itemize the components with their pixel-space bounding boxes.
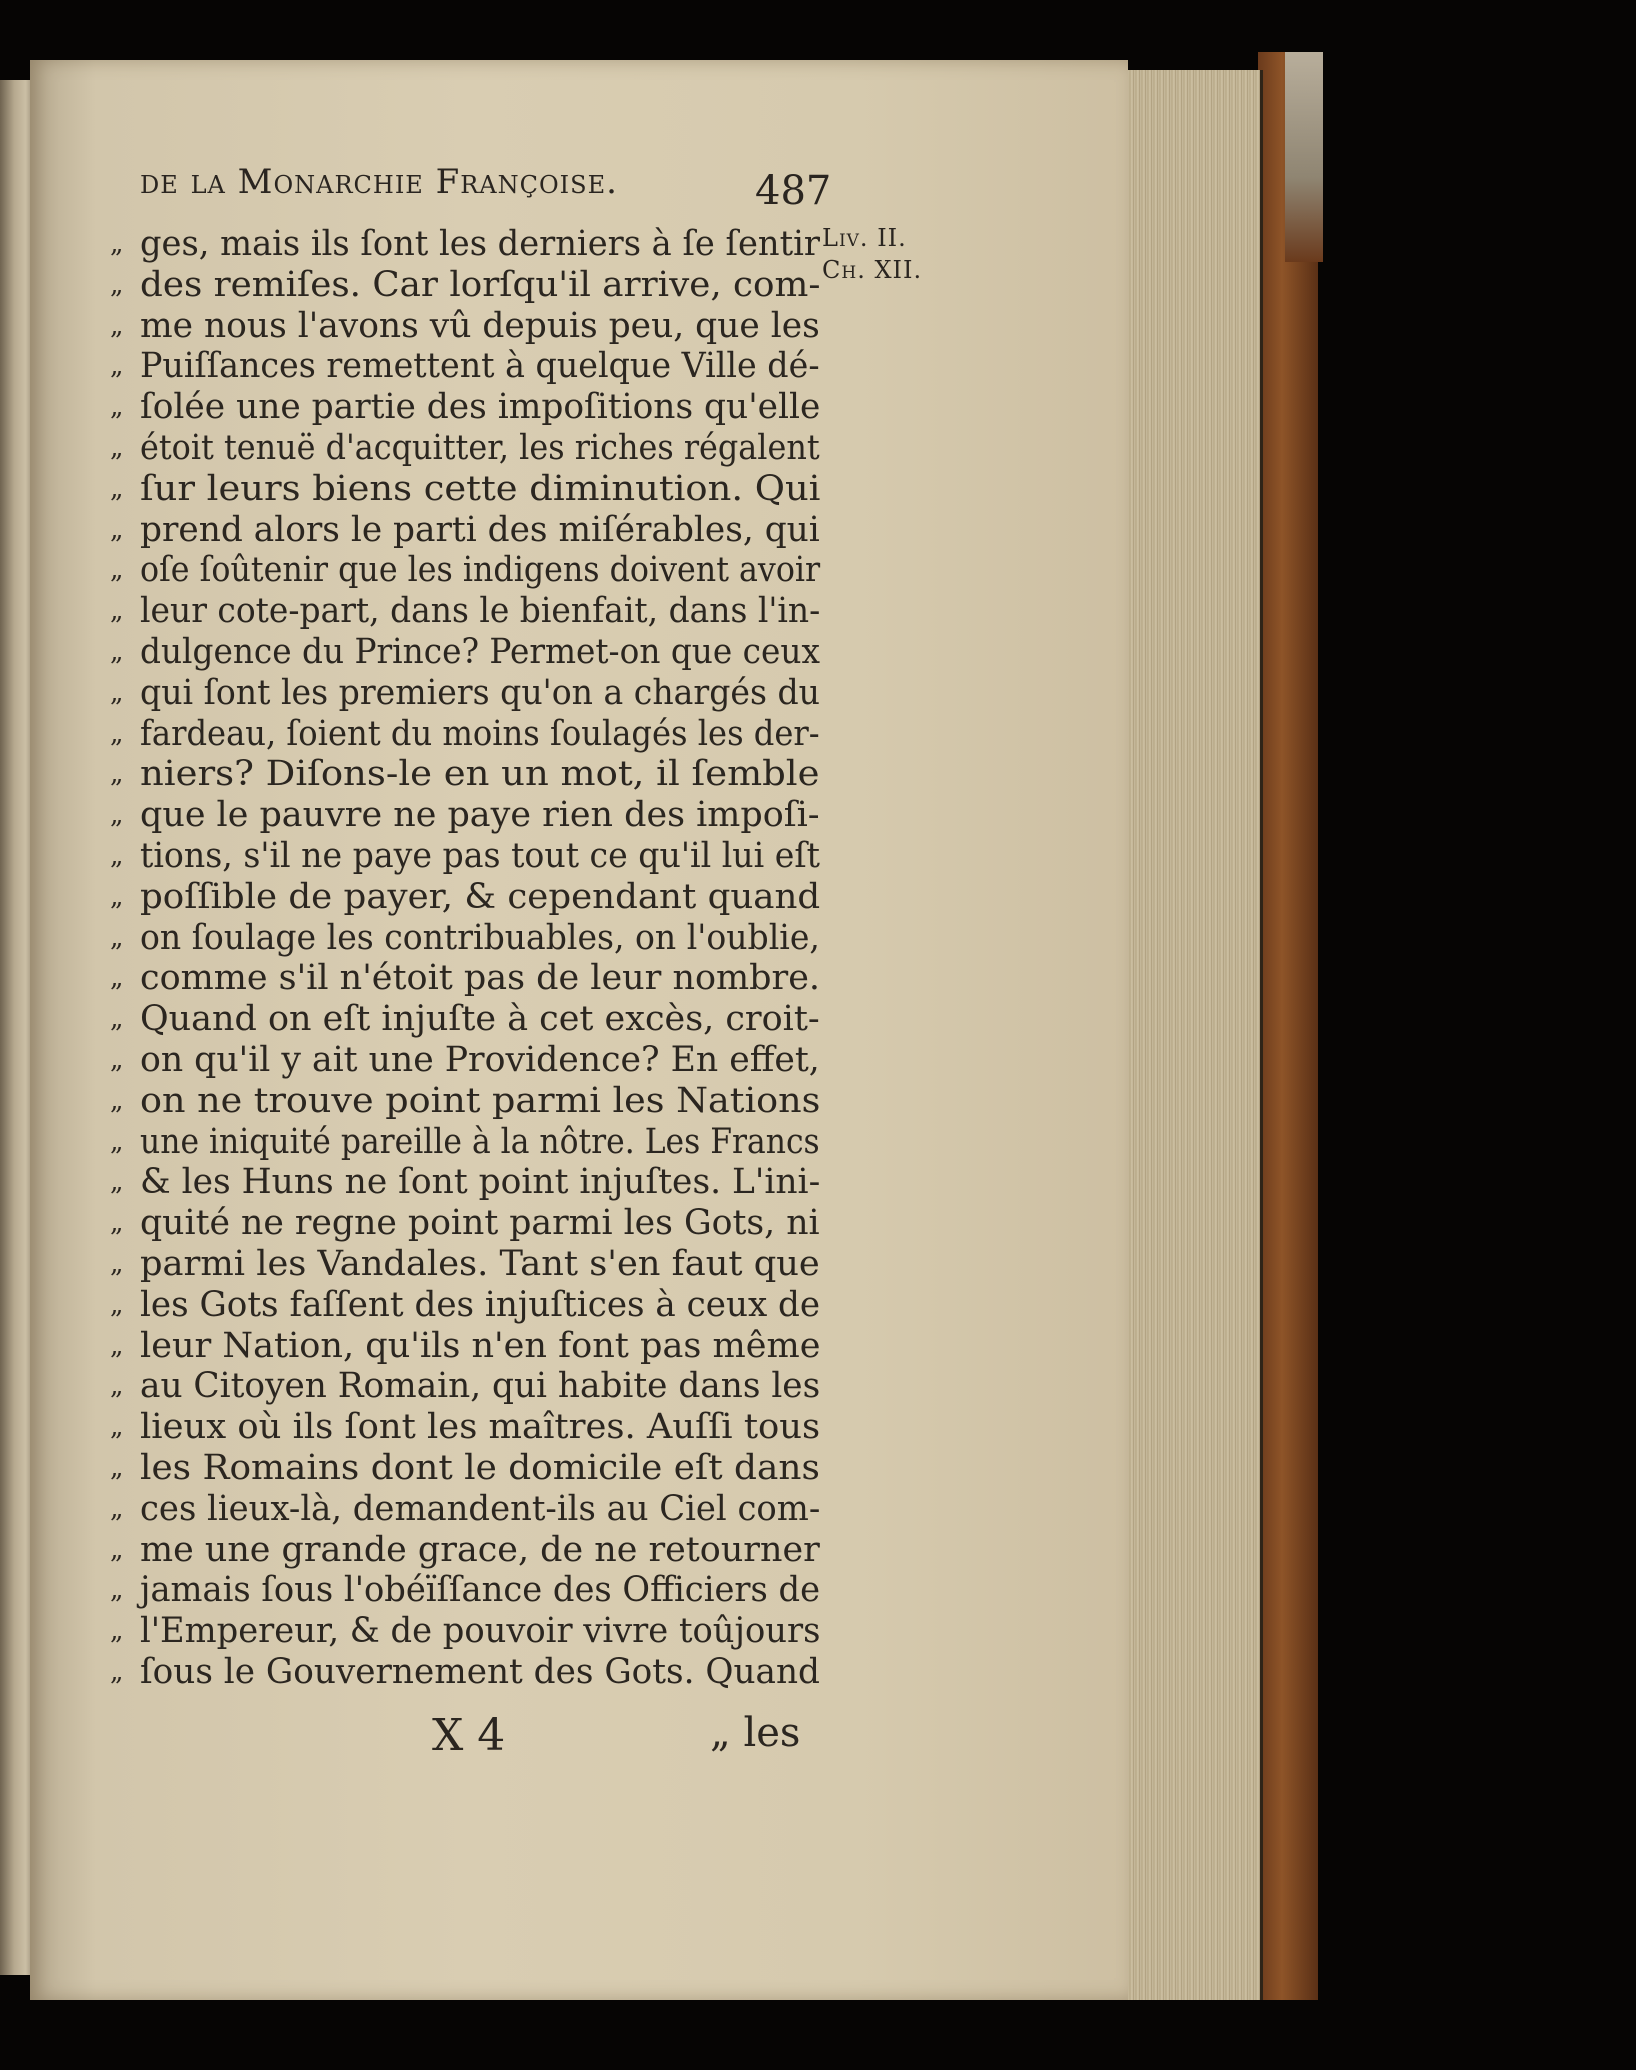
quote-mark: „ [110, 1290, 124, 1320]
text-line: quité ne regne point parmi les Gots, ni [140, 1203, 820, 1243]
quote-mark: „ [110, 270, 124, 300]
text-line: lieux où ils ſont les maîtres. Auſſi tous [140, 1407, 821, 1447]
text-line: parmi les Vandales. Tant s'en faut que [140, 1244, 820, 1284]
quote-mark: „ [110, 1167, 124, 1197]
cover-worn-corner [1285, 52, 1323, 262]
quote-mark: „ [110, 841, 124, 871]
quote-mark: „ [110, 1045, 124, 1075]
quote-mark: „ [110, 800, 124, 830]
text-line: ſolée une partie des impoſitions qu'elle [140, 387, 821, 427]
text-line: au Citoyen Romain, qui habite dans les [140, 1366, 821, 1406]
quote-mark: „ [110, 1249, 124, 1279]
text-line: me une grande grace, de ne retourner [140, 1530, 820, 1570]
text-line: l'Empereur, & de pouvoir vivre toûjours [140, 1611, 821, 1651]
quote-mark: „ [110, 351, 124, 381]
text-line: les Romains dont le domicile eſt dans [140, 1448, 820, 1488]
text-line: que le pauvre ne paye rien des impoſi- [140, 795, 820, 835]
quote-mark: „ [110, 1004, 124, 1034]
quote-mark: „ [110, 474, 124, 504]
text-line: ges, mais ils ſont les derniers à ſe ſentir [140, 224, 820, 264]
quote-mark: „ [110, 1575, 124, 1605]
text-line: Puiſſances remettent à quelque Ville dé- [140, 346, 820, 386]
quote-mark: „ [110, 515, 124, 545]
quote-mark: „ [110, 963, 124, 993]
text-line: dulgence du Prince? Permet-on que ceux [140, 632, 820, 672]
quote-mark: „ [110, 1086, 124, 1116]
text-line: poſſible de payer, & cependant quand [140, 877, 821, 917]
quote-mark: „ [110, 596, 124, 626]
quote-mark: „ [110, 1535, 124, 1565]
quote-mark: „ [110, 1616, 124, 1646]
text-line: & les Huns ne ſont point injuſtes. L'ini- [140, 1162, 821, 1202]
quote-mark: „ [110, 719, 124, 749]
quote-mark: „ [110, 229, 124, 259]
text-line: me nous l'avons vû depuis peu, que les [140, 306, 820, 346]
quote-mark: „ [110, 311, 124, 341]
text-line: on qu'il y ait une Providence? En effet, [140, 1040, 820, 1080]
text-line: jamais ſous l'obéïſſance des Officiers de [140, 1570, 821, 1610]
quote-mark: „ [110, 1494, 124, 1524]
page-block-edges [1110, 70, 1263, 2000]
left-page-edge [0, 80, 34, 1975]
quote-mark: „ [110, 1453, 124, 1483]
text-line: étoit tenuë d'acquitter, les riches régalent [140, 428, 820, 468]
quote-mark: „ [110, 882, 124, 912]
quote-mark: „ [110, 392, 124, 422]
quote-mark: „ [110, 637, 124, 667]
text-line: prend alors le parti des miſérables, qui [140, 510, 820, 550]
text-line: fardeau, ſoient du moins ſoulagés les der- [140, 714, 820, 754]
quote-mark: „ [110, 678, 124, 708]
quote-mark: „ [110, 759, 124, 789]
text-line: niers? Diſons-le en un mot, il ſemble [140, 754, 820, 794]
quote-mark: „ [110, 1412, 124, 1442]
quote-mark: „ [110, 1127, 124, 1157]
text-line: tions, s'il ne paye pas tout ce qu'il lui eſt [140, 836, 821, 876]
quote-mark: „ [110, 1208, 124, 1238]
page-number: 487 [755, 168, 832, 214]
signature-mark: X 4 [432, 1710, 506, 1761]
quote-mark: „ [110, 433, 124, 463]
text-line: des remiſes. Car lorſqu'il arrive, com- [140, 265, 821, 305]
margin-note-book: Liv. II. [822, 224, 907, 252]
book-cover [1258, 52, 1318, 2000]
text-line: on ſoulage les contribuables, on l'oublie, [140, 918, 820, 958]
quote-mark: „ [110, 923, 124, 953]
quote-mark: „ [110, 555, 124, 585]
text-line: ſous le Gouvernement des Gots. Quand [140, 1652, 820, 1692]
quote-mark: „ [110, 1371, 124, 1401]
text-line: leur Nation, qu'ils n'en font pas même [140, 1326, 821, 1366]
quote-mark: „ [110, 1331, 124, 1361]
text-line: on ne trouve point parmi les Nations [140, 1081, 821, 1121]
text-line: ſur leurs biens cette diminution. Qui [140, 469, 821, 509]
text-line: comme s'il n'étoit pas de leur nombre. [140, 958, 821, 998]
text-line: qui ſont les premiers qu'on a chargés du [140, 673, 821, 713]
text-line: leur cote-part, dans le bienfait, dans l'in- [140, 591, 821, 631]
quote-mark: „ [110, 1657, 124, 1687]
text-line: une iniquité pareille à la nôtre. Les Francs [140, 1122, 820, 1162]
text-line: les Gots faſſent des injuſtices à ceux de [140, 1285, 821, 1325]
running-head: de la Monarchie Françoise. [140, 162, 618, 202]
text-line: Quand on eſt injuſte à cet excès, croit- [140, 999, 820, 1039]
catchword: „ les [710, 1710, 801, 1756]
margin-note-chapter: Ch. XII. [822, 256, 923, 284]
text-line: oſe ſoûtenir que les indigens doivent avoir [140, 550, 821, 590]
text-line: ces lieux-là, demandent-ils au Ciel com- [140, 1489, 821, 1529]
